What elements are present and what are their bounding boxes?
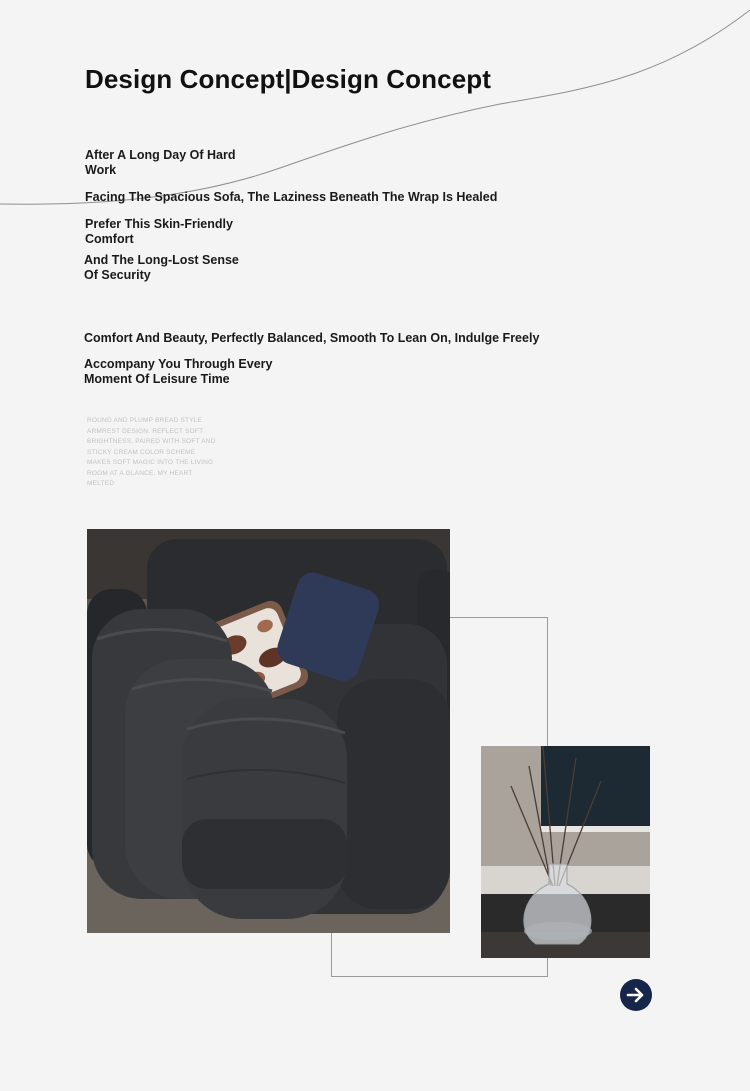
copy-line-1: After A Long Day Of Hard Work	[85, 148, 236, 177]
fine-print: ROUND AND PLUMP BREAD STYLE ARMREST DESIGN. REFLECT SOFT BRIGHTNESS. PAIRED WITH SOFT AND STICKY CREAM COLOR SCHEME MAKES SOFT MAGIC INTO THE LIVING ROOM AT A GLANCE, MY HEART MELTED	[87, 417, 216, 487]
copy-line-6: Accompany You Through Every Moment Of Leisure Time	[84, 357, 273, 386]
sofa-photo	[87, 529, 450, 933]
copy-line-3: Prefer This Skin-Friendly Comfort	[85, 217, 233, 246]
copy-line-5: Comfort And Beauty, Perfectly Balanced, Smooth To Lean On, Indulge Freely	[84, 331, 540, 345]
copy-line-2: Facing The Spacious Sofa, The Laziness Beneath The Wrap Is Healed	[85, 190, 498, 204]
page-title: Design Concept|Design Concept	[85, 64, 491, 94]
arrow-right-icon	[625, 984, 647, 1006]
vase-photo	[481, 746, 650, 958]
next-arrow-button[interactable]	[620, 979, 652, 1011]
copy-line-4: And The Long-Lost Sense Of Security	[84, 253, 239, 282]
